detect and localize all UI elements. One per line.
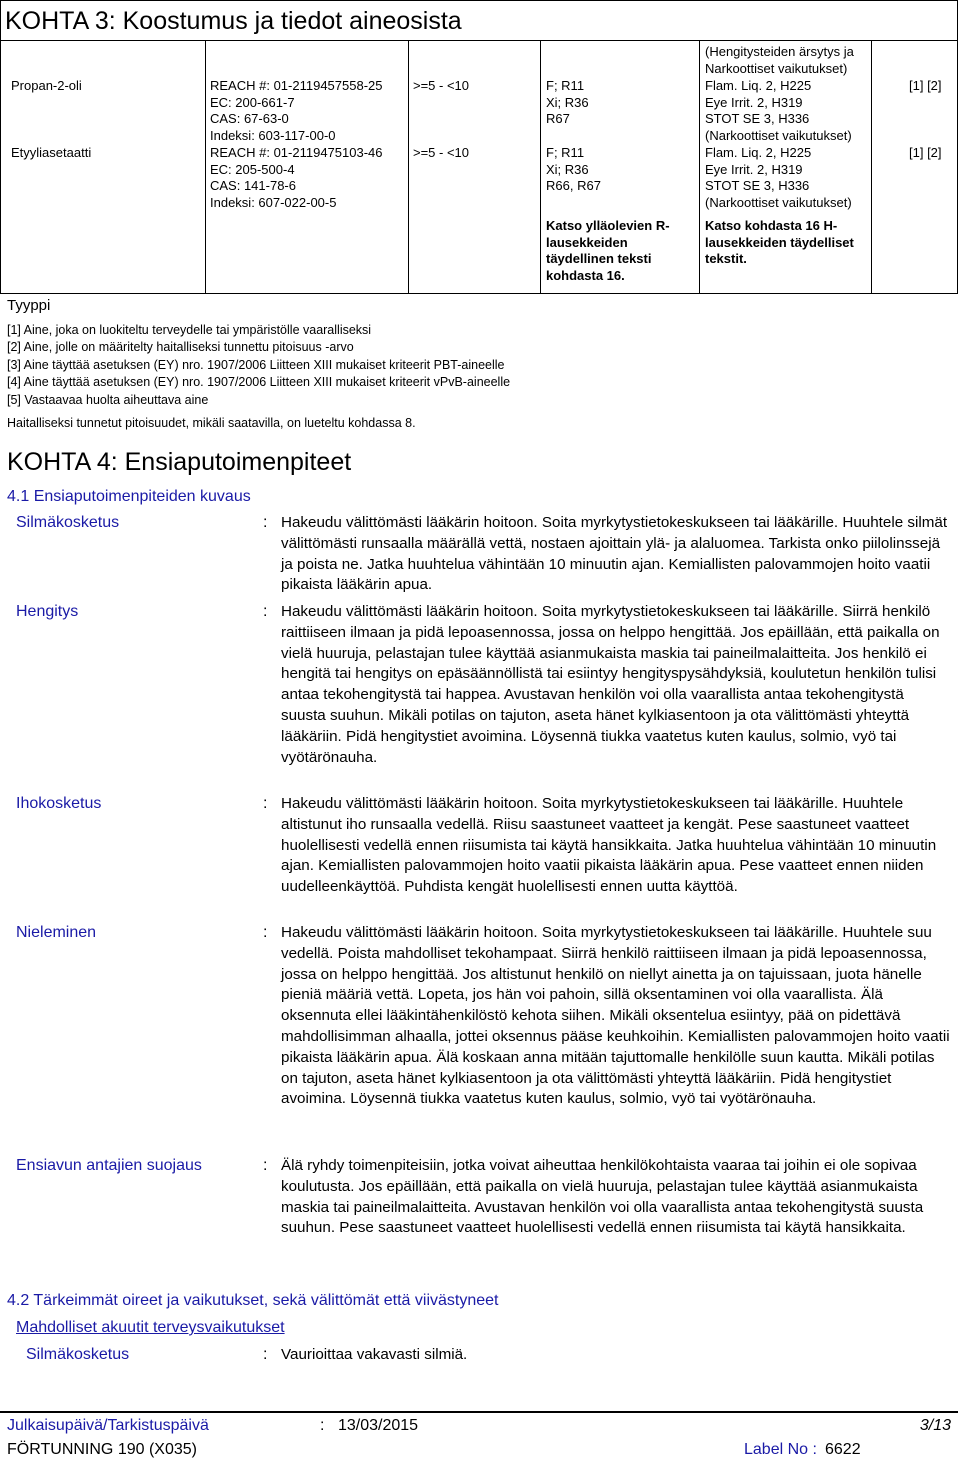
page-number: 3/13 [919,1417,951,1434]
col-divider [699,41,700,293]
section4-title: KOHTA 4: Ensiaputoimenpiteet [7,448,352,476]
footer-colon: : [320,1417,325,1434]
classification-clp: Flam. Liq. 2, H225 Eye Irrit. 2, H319 STOT SE 3, H336 (Narkoottiset vaikutukset) [705,78,852,143]
footer-divider [0,1411,958,1413]
acute-eye-text: Vaurioittaa vakavasti silmiä. [281,1346,468,1363]
clp-top-text: (Hengitysteiden ärsytys ja Narkoottiset vaikutukset) [705,44,854,76]
product-name: FÖRTUNNING 190 (X035) [7,1441,197,1458]
substance-type: [1] [2] [909,145,942,160]
type-note: [3] Aine täyttää asetuksen (EY) nro. 1907/2006 Liitteen XIII mukaiset kriteerit PBT-aineelle [7,357,505,372]
footer-date: 13/03/2015 [338,1417,419,1434]
type-note: [4] Aine täyttää asetuksen (EY) nro. 1907/2006 Liitteen XIII mukaiset kriteerit vPvB-aineelle [7,375,511,390]
footer-date-label: Julkaisupäivä/Tarkistuspäivä [7,1417,209,1434]
colon: : [263,514,268,531]
ingestion-text: Hakeudu välittömästi lääkärin hoitoon. Soita myrkytystietokeskukseen tai lääkärille. Huuhtele suu vedellä. Poista mahdolliset tekohampaat. Siirrä henkilö raittiiseen ilmaan ja pidä lepoasennossa, jossa on helppo hengittää. Jos altistunut henkilö on niellyt ainetta ja on tajuissaan, juota hänelle pieniä määriä vettä. Lopeta, jos hän voi pahoin, sillä oksentaminen voi olla vaarallista. Älä oksennuta ellei lääkintähenkilöstö kehota siihen. Mikäli oksentelua esiintyy, pää on pidettävä mahdollisimman alhaalla, jottei oksennus pääse keuhkoihin. Kemiallisten palovammojen hoito vaatii pikaista lääkärin apua. Älä koskaan anna mitään tajuttomalle henkilölle suun kautta. Mikäli potilas on tajuton, aseta hänet kylkiasentoon ja ota välittömästi yhteyttä lääkäriin. Pidä hengitystiet avoimina. Löysennä tiukka vaatetus kuten kaulus, solmio, vyö tai vyötärönauha. [281,924,950,1108]
type-note: [5] Vastaavaa huolta aiheuttava aine [7,392,209,407]
first-aider-protection-label: Ensiavun antajien suojaus [16,1157,202,1174]
skin-contact-label: Ihokosketus [16,795,102,812]
section3-header [0,0,958,40]
inhalation-label: Hengitys [16,603,79,620]
col-divider [408,41,409,293]
first-aider-protection-text: Älä ryhdy toimenpiteisiin, jotka voivat aiheuttaa henkilökohtaista vaaraa tai joihin ei ole sopivaa koulutusta. Jos epäillään, että paikalla on vielä huuruja, pelastajan tulee käyttää asianmukaista maskia tai paineilmalaitteita. Avustavan henkilön voi olla vaarallista antaa tekohengitystä suusta suuhun. Pese saastuneet vaatteet huolellisesti vedellä ennen riisumista tai käytä hansikkaita. [281,1157,924,1237]
substance-name: Propan-2-oli [11,78,82,93]
label-no-value: 6622 [825,1441,861,1458]
h-phrases-note: Katso kohdasta 16 H- lausekkeiden täydelliset tekstit. [705,218,854,267]
inhalation-text: Hakeudu välittömästi lääkärin hoitoon. Soita myrkytystietokeskukseen tai lääkärille. Siirrä henkilö raittiiseen ilmaan ja pidä lepoasennossa, jossa on helppo hengittää. Jos epäillään, että paikalla on vielä huuruja, pelastajan tulee käyttää asianmukaista maskia tai paineilmalaitteita. Jos henkilö ei hengitä tai hengitys on epäsäännöllistä tai esiintyy hengityspysähdyksiä, koulutetun henkilön tulisi antaa tekohengitystä tai happea. Avustavan henkilön voi olla vaarallista antaa tekohengitystä suusta suuhun. Mikäli potilas on tajuton, aseta hänet kylkiasentoon ja ota välittömästi yhteyttä lääkäriin. Pidä hengitystiet avoimina. Löysennä tiukka vaatetus kuten kaulus, solmio, vyö tai vyötärönauha. [281,603,940,766]
classification-67-548: F; R11 Xi; R36 R66, R67 [546,145,601,194]
colon: : [263,1346,268,1363]
type-notes [7,322,510,409]
subsection-4-2-title: 4.2 Tärkeimmät oireet ja vaikutukset, sekä välittömät että viivästyneet [7,1292,499,1309]
label-no-label: Label No : [744,1441,817,1458]
type-note: [2] Aine, jolle on määritelty haitalliseksi tunnettu pitoisuus -arvo [7,340,354,355]
eye-contact-label: Silmäkosketus [16,514,120,531]
composition-table [0,40,958,294]
section3-title: KOHTA 3: Koostumus ja tiedot aineosista [5,7,462,35]
exposure-limits-note: Haitalliseksi tunnetut pitoisuudet, mikäli saatavilla, on lueteltu kohdassa 8. [7,416,416,430]
col-divider [540,41,541,293]
acute-effects-title: Mahdolliset akuutit terveysvaikutukset [16,1319,285,1336]
concentration: >=5 - <10 [413,145,470,160]
substance-identifiers: REACH #: 01-2119457558-25 EC: 200-661-7 CAS: 67-63-0 Indeksi: 603-117-00-0 [210,78,383,143]
ingestion-label: Nieleminen [16,924,97,941]
colon: : [263,1157,268,1174]
substance-type: [1] [2] [909,78,942,93]
substance-identifiers: REACH #: 01-2119475103-46 EC: 205-500-4 CAS: 141-78-6 Indeksi: 607-022-00-5 [210,145,383,210]
classification-clp: Flam. Liq. 2, H225 Eye Irrit. 2, H319 STOT SE 3, H336 (Narkoottiset vaikutukset) [705,145,852,210]
r-phrases-note: Katso ylläolevien R- lausekkeiden täydellinen teksti kohdasta 16. [546,218,670,283]
subsection-4-1-title: 4.1 Ensiaputoimenpiteiden kuvaus [7,488,251,505]
colon: : [263,924,268,941]
type-note: [1] Aine, joka on luokiteltu terveydelle tai ympäristölle vaaralliseksi [7,323,372,337]
eye-contact-text: Hakeudu välittömästi lääkärin hoitoon. Soita myrkytystietokeskukseen tai lääkärille. Huuhtele silmät välittömästi runsaalla määrällä vettä, nostaen ajoittain ylä- ja alaluomea. Tarkista onko piilolinssejä ja poista ne. Jatka huuhtelua vähintään 10 minuutin ajan. Kemiallisten palovammojen hoito vaatii pikaista lääkärin apua. [281,514,948,594]
col-divider [871,41,872,293]
concentration: >=5 - <10 [413,78,470,93]
skin-contact-text: Hakeudu välittömästi lääkärin hoitoon. Soita myrkytystietokeskukseen tai lääkärille. Huuhtele altistunut iho runsaalla vedellä. Riisu saastuneet vaatteet ja kengät. Pese saastuneet vaatteet huolellisesti vedellä ennen riisumista tai käytä hansikkaita. Jatka huuhtelua vähintään 10 minuutin ajan. Kemiallisten palovammojen hoito vaatii pikaista lääkärin apua. Pese vaatteet ennen niiden uudelleenkäyttöä. Puhdista kengät huolellisesti ennen uutta käyttöä. [281,795,937,896]
colon: : [263,795,268,812]
type-heading: Tyyppi [7,297,51,314]
col-divider [205,41,206,293]
classification-67-548: F; R11 Xi; R36 R67 [546,78,589,127]
acute-eye-label: Silmäkosketus [26,1346,130,1363]
colon: : [263,603,268,620]
substance-name: Etyyliasetaatti [11,145,92,160]
